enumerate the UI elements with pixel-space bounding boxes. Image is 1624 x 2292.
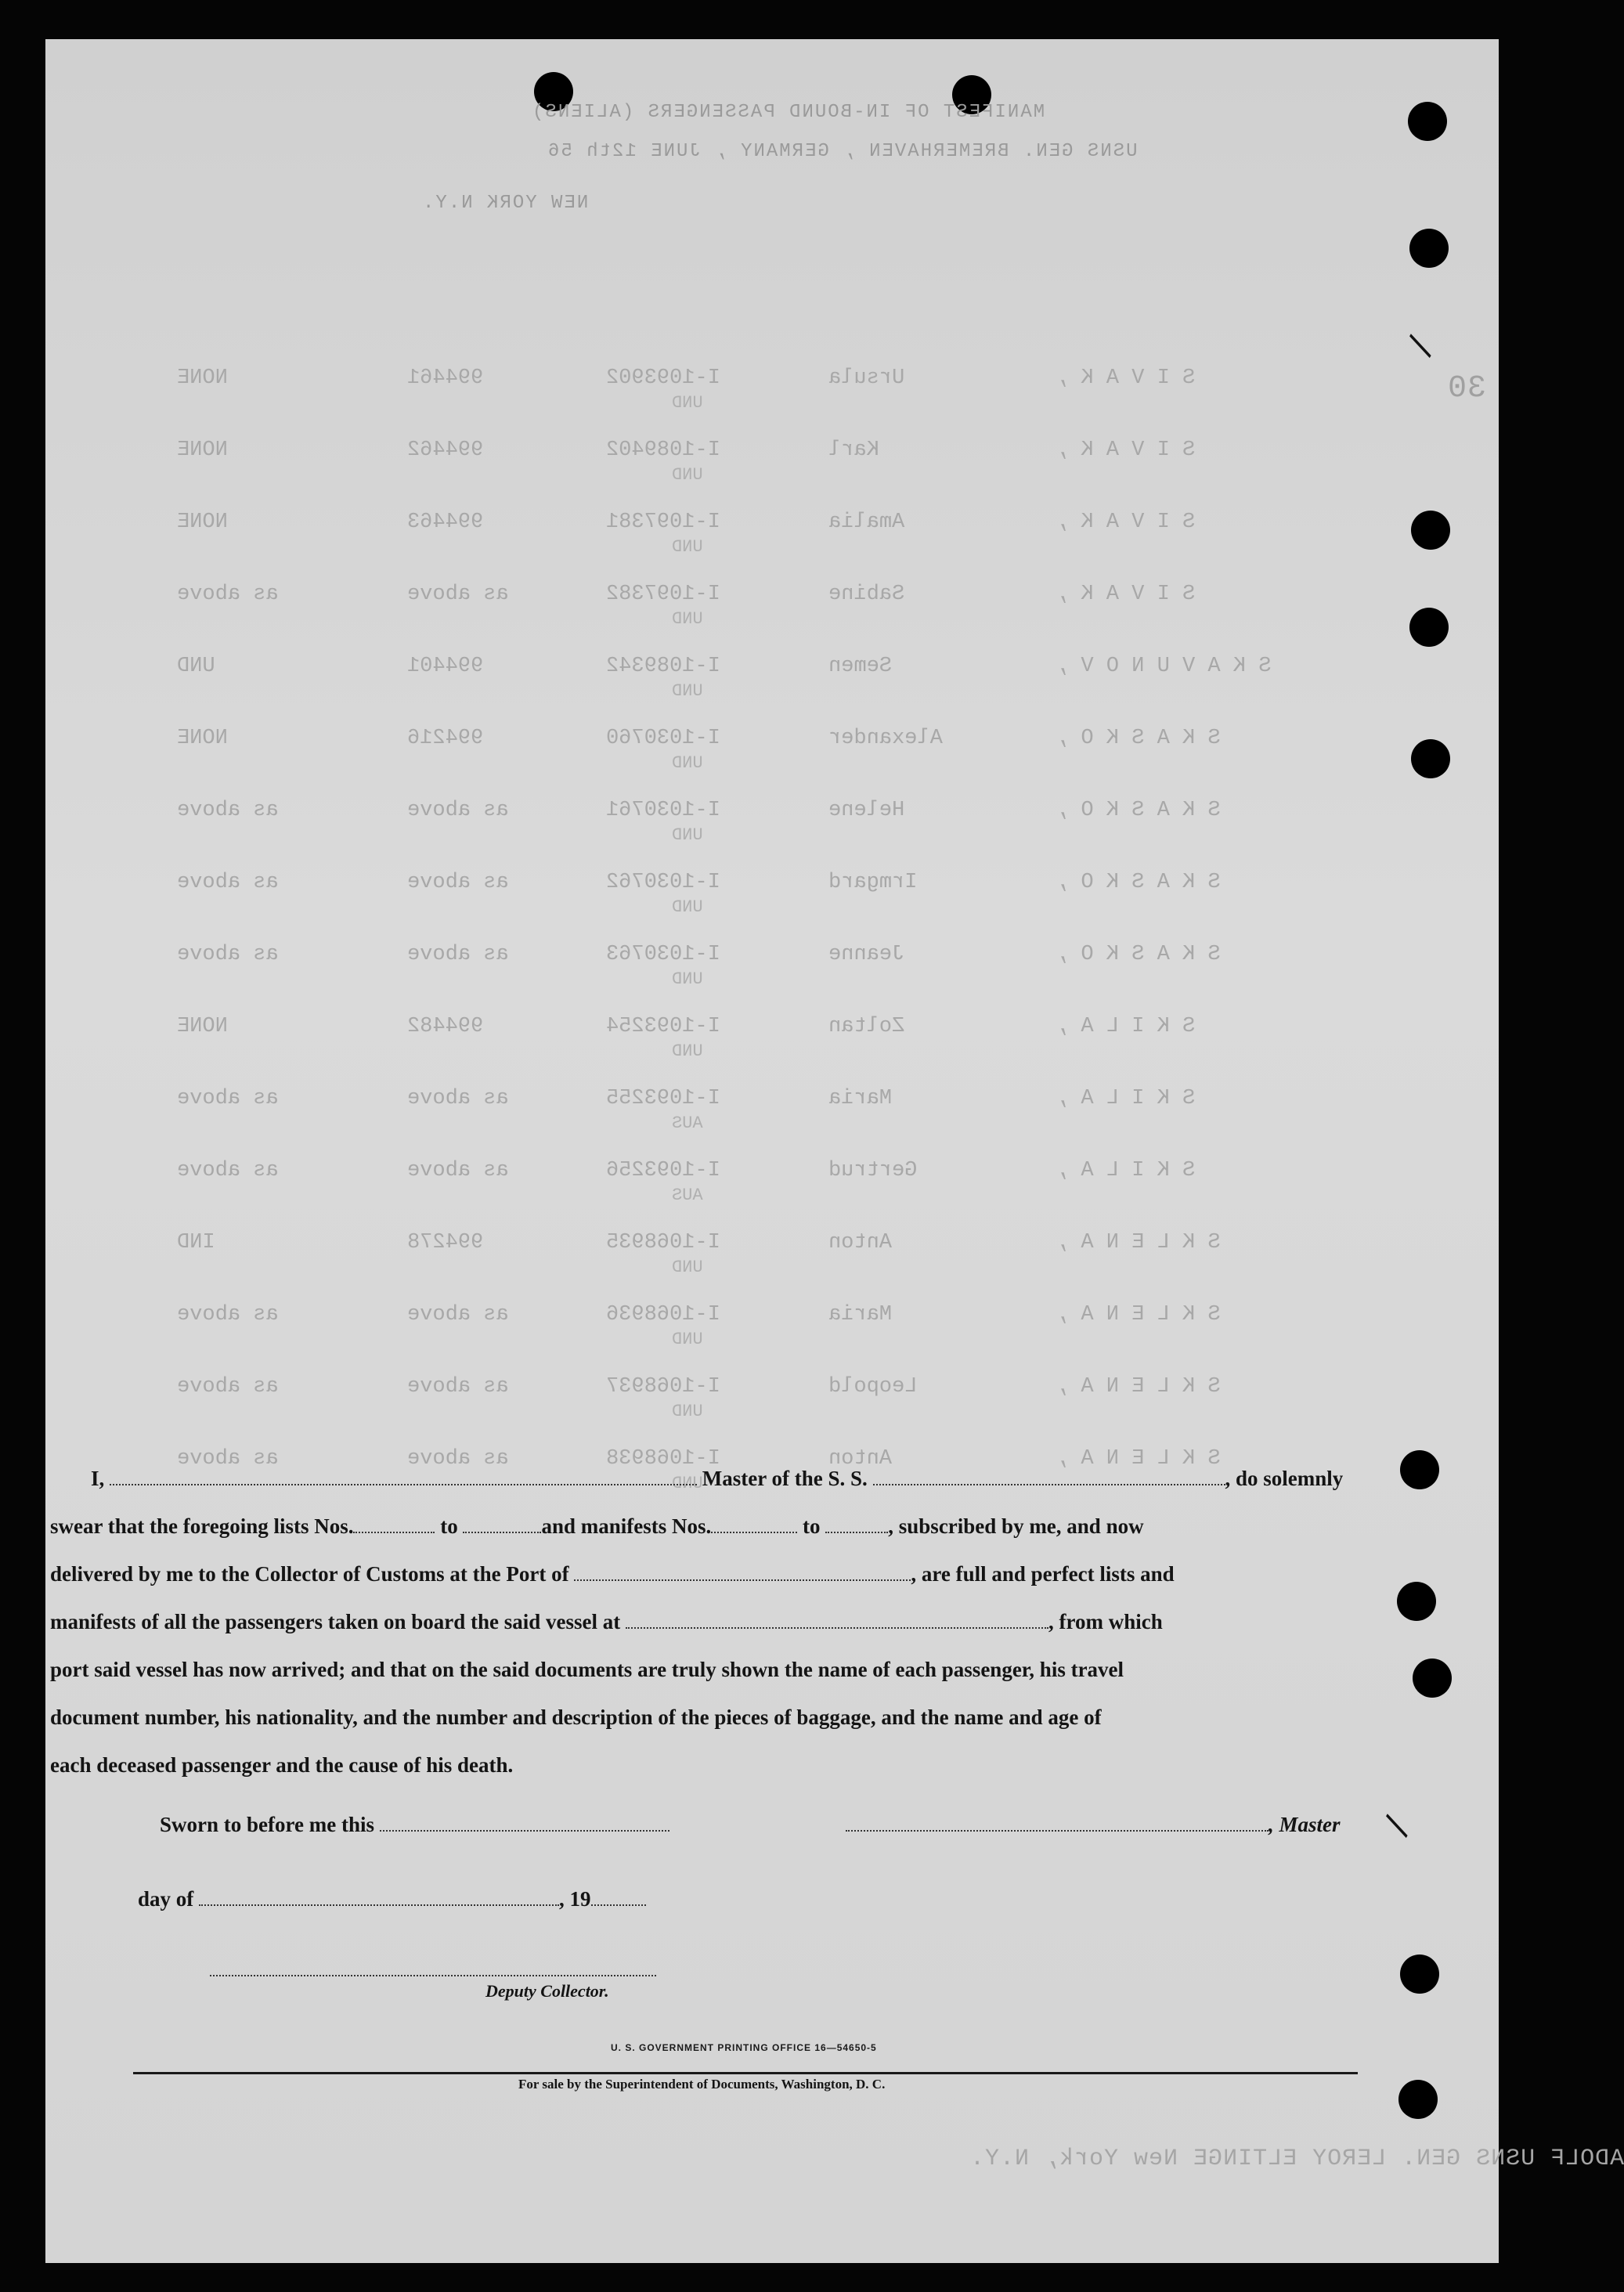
oath-line-5: port said vessel has now arrived; and that on the said documents are truly shown the name of each passenger, his travel: [50, 1658, 1124, 1681]
manifest-end-blank: [825, 1518, 888, 1533]
bleed-row: [45, 511, 1499, 558]
list-end-blank: [463, 1518, 541, 1533]
day-of-label: day of: [138, 1887, 194, 1911]
bleed-cell-visa: as above: [407, 1159, 509, 1182]
deputy-collector-label: Deputy Collector.: [485, 1981, 609, 2001]
bleed-row: [45, 366, 1499, 413]
port-blank: [574, 1565, 911, 1581]
bleed-cell-sub: UND: [672, 609, 703, 629]
bleed-cell-nat: as above: [177, 583, 279, 606]
bleed-cell-surname: S K A S K O ,: [1056, 727, 1221, 750]
bleed-header: NEW YORK N.Y.: [421, 193, 589, 214]
bleed-cell-doc: I-1093255: [606, 1087, 720, 1110]
bleed-cell-sub: UND: [672, 1474, 703, 1493]
bleed-cell-visa: as above: [407, 1447, 509, 1471]
bleed-cell-sub: UND: [672, 825, 703, 845]
bleed-cell-visa: as above: [407, 1087, 509, 1110]
bleed-cell-visa: as above: [407, 871, 509, 894]
bleed-cell-surname: S K A V U N O V ,: [1056, 655, 1272, 678]
master-signature-line: [846, 1813, 1341, 1837]
bleed-cell-nat: as above: [177, 1447, 279, 1471]
bleed-cell-given: Gertrud: [828, 1159, 918, 1182]
oath-text: , are full and perfect lists and: [911, 1562, 1175, 1586]
bleed-cell-visa: 994278: [407, 1231, 484, 1254]
bleed-cell-surname: S I V A K ,: [1056, 439, 1196, 462]
bleed-cell-visa: as above: [407, 943, 509, 966]
bleed-cell-surname: S I V A K ,: [1056, 511, 1196, 534]
bleed-cell-given: Sabine: [828, 583, 905, 606]
oath-master-of-ss: Master of the S. S.: [702, 1467, 868, 1490]
bleed-cell-given: Amalia: [828, 511, 905, 534]
bleed-cell-nat: as above: [177, 799, 279, 822]
oath-i: I,: [91, 1467, 105, 1490]
bleed-cell-sub: UND: [672, 969, 703, 989]
bleed-cell-nat: as above: [177, 1303, 279, 1326]
bleed-cell-given: Jeanne: [828, 943, 905, 966]
sworn-line: [160, 1813, 669, 1837]
bleed-row: [45, 1231, 1499, 1278]
bleed-cell-surname: S K I L A ,: [1056, 1159, 1196, 1182]
punch-hole: [1409, 229, 1449, 268]
oath-line-3: [50, 1550, 1367, 1598]
bleed-row: [45, 1087, 1499, 1134]
bleed-cell-doc: I-1097382: [606, 583, 720, 606]
manifest-start-blank: [711, 1518, 797, 1533]
year-label: , 19: [559, 1887, 591, 1911]
bleed-row: [45, 943, 1499, 990]
bleed-cell-surname: S K A S K O ,: [1056, 871, 1221, 894]
oath-text: , from which: [1048, 1610, 1163, 1633]
oath-text: to: [803, 1514, 821, 1538]
bleed-cell-given: Karl: [828, 439, 879, 462]
oath-line-6: document number, his nationality, and the number and description of the pieces of baggage, and the name and age of: [50, 1705, 1102, 1729]
footer-rule: [133, 2072, 1358, 2074]
oath-block: [50, 1455, 1367, 1789]
bleed-cell-sub: AUS: [672, 1186, 703, 1205]
month-blank: [199, 1890, 559, 1906]
bleed-cell-given: Alexander: [828, 727, 943, 750]
bleed-cell-doc: I-1068938: [606, 1447, 720, 1471]
bleed-row: [45, 1375, 1499, 1422]
bleed-cell-doc: I-1089342: [606, 655, 720, 678]
bleed-page-number: 30: [1447, 371, 1487, 406]
bleed-cell-surname: S K L E N A ,: [1056, 1303, 1221, 1326]
bleed-cell-nat: NONE: [177, 366, 228, 390]
bleed-cell-given: Ursula: [828, 366, 905, 390]
bleed-row: [45, 727, 1499, 774]
oath-text: and manifests Nos.: [541, 1514, 712, 1538]
bleed-cell-nat: UND: [177, 655, 215, 678]
bleed-row: [45, 871, 1499, 918]
bleed-cell-doc: I-1068936: [606, 1303, 720, 1326]
bleed-row: [45, 1159, 1499, 1206]
ship-name-blank: [873, 1470, 1225, 1485]
bleed-cell-given: Anton: [828, 1231, 893, 1254]
bleed-cell-surname: S K L E N A ,: [1056, 1447, 1221, 1471]
bleed-cell-sub: AUS: [672, 1114, 703, 1133]
bleed-footer: ADOLF USNS GEN. LEROY ELTINGE New York, N.Y.: [969, 2146, 1624, 2172]
departure-port-blank: [626, 1613, 1048, 1629]
bleed-cell-sub: UND: [672, 1330, 703, 1349]
bleed-cell-visa: as above: [407, 1303, 509, 1326]
bleed-cell-given: Semen: [828, 655, 893, 678]
bleed-cell-doc: I-1097381: [606, 511, 720, 534]
bleed-cell-nat: as above: [177, 943, 279, 966]
bleed-row: [45, 799, 1499, 846]
bleed-cell-surname: S K L E N A ,: [1056, 1375, 1221, 1399]
bleed-cell-given: Leopold: [828, 1375, 918, 1399]
oath-line-1: [91, 1455, 1367, 1503]
bleed-cell-surname: S K A S K O ,: [1056, 943, 1221, 966]
bleed-cell-sub: UND: [672, 897, 703, 917]
bleed-cell-visa: 994401: [407, 655, 484, 678]
bleed-cell-sub: UND: [672, 537, 703, 557]
sworn-date-blank: [380, 1816, 669, 1832]
year-blank: [591, 1890, 646, 1906]
punch-hole: [1400, 1955, 1439, 1994]
bleed-cell-given: Maria: [828, 1087, 893, 1110]
bleed-cell-given: Zoltan: [828, 1015, 905, 1038]
bleed-cell-doc: I-1068935: [606, 1231, 720, 1254]
bleed-cell-surname: S K A S K O ,: [1056, 799, 1221, 822]
bleed-cell-visa: 994216: [407, 727, 484, 750]
tick-mark: /: [1399, 330, 1441, 361]
bleed-cell-sub: UND: [672, 753, 703, 773]
bleed-cell-visa: 994482: [407, 1015, 484, 1038]
bleed-cell-sub: UND: [672, 465, 703, 485]
bleed-row: [45, 1303, 1499, 1350]
bleed-cell-sub: UND: [672, 1402, 703, 1421]
bleed-cell-visa: as above: [407, 1375, 509, 1399]
oath-text: to: [440, 1514, 458, 1538]
bleed-cell-nat: NONE: [177, 1015, 228, 1038]
master-label: , Master: [1269, 1813, 1341, 1836]
oath-line-2: [50, 1503, 1367, 1550]
bleed-cell-sub: UND: [672, 681, 703, 701]
bleed-cell-doc: I-1093256: [606, 1159, 720, 1182]
bleed-cell-doc: I-1093902: [606, 366, 720, 390]
manifest-page: [45, 39, 1624, 2263]
master-signature-blank: [846, 1816, 1269, 1832]
bleed-header: MANIFEST OF IN-BOUND PASSENGERS (ALIENS): [531, 102, 1045, 123]
bleed-cell-nat: NONE: [177, 439, 228, 462]
bleed-cell-sub: UND: [672, 1041, 703, 1061]
oath-line-4: [50, 1598, 1367, 1646]
bleed-row: [45, 439, 1499, 485]
deputy-signature-blank: [210, 1975, 656, 1976]
oath-text: , subscribed by me, and now: [888, 1514, 1144, 1538]
bleed-cell-sub: UND: [672, 393, 703, 413]
day-of-line: [138, 1887, 646, 1911]
bleed-cell-surname: S K L E N A ,: [1056, 1231, 1221, 1254]
bleed-cell-doc: I-1030760: [606, 727, 720, 750]
oath-text: delivered by me to the Collector of Customs at the Port of: [50, 1562, 569, 1586]
bleed-cell-sub: UND: [672, 1258, 703, 1277]
bleed-cell-surname: S K I L A ,: [1056, 1087, 1196, 1110]
bleed-cell-given: Irmgard: [828, 871, 918, 894]
bleed-cell-nat: NONE: [177, 511, 228, 534]
bleed-cell-visa: as above: [407, 583, 509, 606]
punch-hole: [1413, 1659, 1452, 1698]
bleed-header: USNS GEN. BREMERHAVEN , GERMANY , JUNE 12th 56: [547, 141, 1138, 162]
for-sale-note: For sale by the Superintendent of Documents, Washington, D. C.: [518, 2077, 886, 2092]
bleed-cell-nat: as above: [177, 1159, 279, 1182]
bleed-cell-nat: as above: [177, 1087, 279, 1110]
punch-hole: [1397, 1582, 1436, 1621]
bleed-cell-given: Helene: [828, 799, 905, 822]
bleed-cell-surname: S I V A K ,: [1056, 366, 1196, 390]
bleed-cell-nat: as above: [177, 1375, 279, 1399]
bleed-row: [45, 583, 1499, 630]
bleed-cell-nat: NONE: [177, 727, 228, 750]
bleed-cell-given: Maria: [828, 1303, 893, 1326]
punch-hole: [1408, 102, 1447, 141]
bleed-cell-doc: I-1030761: [606, 799, 720, 822]
tick-mark: /: [1376, 1810, 1417, 1841]
bleed-cell-given: Anton: [828, 1447, 893, 1471]
bleed-cell-surname: S I V A K ,: [1056, 583, 1196, 606]
bleed-cell-surname: S K I L A ,: [1056, 1015, 1196, 1038]
sworn-label: Sworn to before me this: [160, 1813, 374, 1836]
bleed-cell-visa: 994462: [407, 439, 484, 462]
bleed-cell-doc: I-1030762: [606, 871, 720, 894]
punch-hole: [1398, 2080, 1438, 2119]
bleed-cell-nat: as above: [177, 871, 279, 894]
oath-text: manifests of all the passengers taken on board the said vessel at: [50, 1610, 621, 1633]
oath-solemnly: , do solemnly: [1225, 1467, 1344, 1490]
master-name-blank: [110, 1470, 697, 1485]
oath-line-7: each deceased passenger and the cause of his death.: [50, 1753, 514, 1777]
bleed-cell-nat: IND: [177, 1231, 215, 1254]
bleed-cell-visa: as above: [407, 799, 509, 822]
list-start-blank: [353, 1518, 435, 1533]
bleed-cell-doc: I-1068937: [606, 1375, 720, 1399]
bleed-row: [45, 1015, 1499, 1062]
bleed-row: [45, 655, 1499, 702]
bleed-cell-doc: I-1030763: [606, 943, 720, 966]
gpo-imprint: U. S. GOVERNMENT PRINTING OFFICE 16—54650-5: [611, 2042, 877, 2053]
bleed-cell-doc: I-1093254: [606, 1015, 720, 1038]
bleed-cell-visa: 994463: [407, 511, 484, 534]
bleed-cell-visa: 994461: [407, 366, 484, 390]
oath-text: swear that the foregoing lists Nos.: [50, 1514, 354, 1538]
bleed-cell-doc: I-1089402: [606, 439, 720, 462]
